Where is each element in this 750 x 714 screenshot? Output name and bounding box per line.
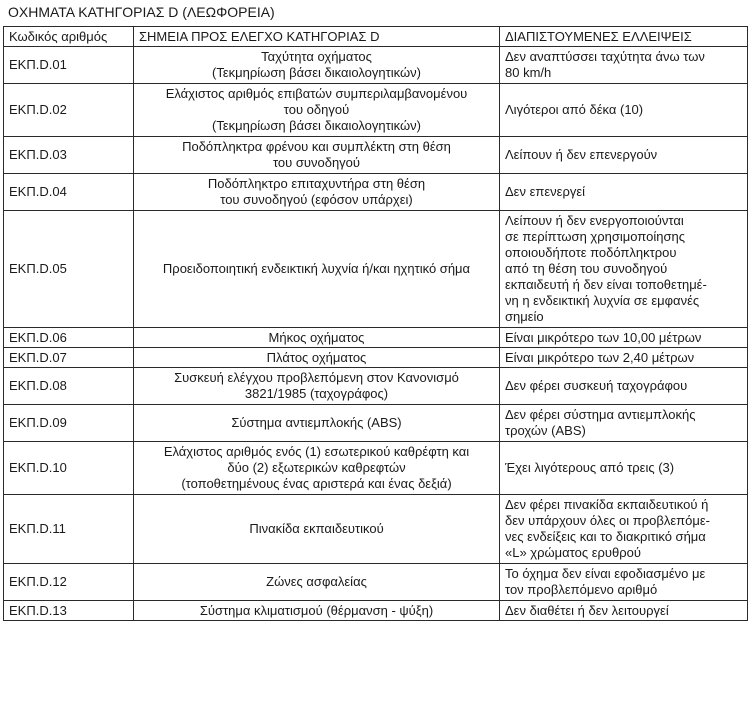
row-code: ΕΚΠ.D.12 xyxy=(4,564,134,601)
table-row xyxy=(4,174,748,211)
table-row xyxy=(4,601,748,621)
header-check-point: ΣΗΜΕΙΑ ΠΡΟΣ ΕΛΕΓΧΟ ΚΑΤΗΓΟΡΙΑΣ D xyxy=(134,27,500,47)
row-defect: Είναι μικρότερο των 10,00 μέτρων xyxy=(500,328,748,348)
row-check-point: Σύστημα αντιεμπλοκής (ABS) xyxy=(134,405,500,442)
row-check-point: Ταχύτητα οχήματος (Τεκμηρίωση βάσει δικαιολογητικών) xyxy=(134,47,500,84)
table-row xyxy=(4,442,748,495)
table-row xyxy=(4,495,748,564)
row-check-point: Ποδόπληκτρα φρένου και συμπλέκτη στη θέση του συνοδηγού xyxy=(134,137,500,174)
row-code: ΕΚΠ.D.02 xyxy=(4,84,134,137)
row-code: ΕΚΠ.D.08 xyxy=(4,368,134,405)
table-row xyxy=(4,211,748,328)
header-code: Κωδικός αριθμός xyxy=(4,27,134,47)
row-check-point: Ελάχιστος αριθμός ενός (1) εσωτερικού καθρέφτη και δύο (2) εξωτερικών καθρεφτών (τοποθετημένους ένας αριστερά και ένας δεξιά) xyxy=(134,442,500,495)
inspection-table xyxy=(3,26,748,621)
row-code: ΕΚΠ.D.09 xyxy=(4,405,134,442)
header-defects: ΔΙΑΠΙΣΤΟΥΜΕΝΕΣ ΕΛΛΕΙΨΕΙΣ xyxy=(500,27,748,47)
table-header-row xyxy=(4,27,748,47)
row-check-point: Προειδοποιητική ενδεικτική λυχνία ή/και ηχητικό σήμα xyxy=(134,211,500,328)
row-code: ΕΚΠ.D.06 xyxy=(4,328,134,348)
row-code: ΕΚΠ.D.10 xyxy=(4,442,134,495)
row-check-point: Συσκευή ελέγχου προβλεπόμενη στον Κανονισμό 3821/1985 (ταχογράφος) xyxy=(134,368,500,405)
row-defect: Δεν αναπτύσσει ταχύτητα άνω των 80 km/h xyxy=(500,47,748,84)
row-check-point: Ελάχιστος αριθμός επιβατών συμπεριλαμβανομένου του οδηγού (Τεκμηρίωση βάσει δικαιολογητικών) xyxy=(134,84,500,137)
table-row xyxy=(4,84,748,137)
row-check-point: Πινακίδα εκπαιδευτικού xyxy=(134,495,500,564)
row-defect: Το όχημα δεν είναι εφοδιασμένο με τον προβλεπόμενο αριθμό xyxy=(500,564,748,601)
row-check-point: Μήκος οχήματος xyxy=(134,328,500,348)
row-code: ΕΚΠ.D.11 xyxy=(4,495,134,564)
row-code: ΕΚΠ.D.07 xyxy=(4,348,134,368)
row-defect: Λείπουν ή δεν επενεργούν xyxy=(500,137,748,174)
row-check-point: Σύστημα κλιματισμού (θέρμανση - ψύξη) xyxy=(134,601,500,621)
row-code: ΕΚΠ.D.13 xyxy=(4,601,134,621)
row-check-point: Ζώνες ασφαλείας xyxy=(134,564,500,601)
table-row xyxy=(4,47,748,84)
row-defect: Δεν φέρει πινακίδα εκπαιδευτικού ή δεν υπάρχουν όλες οι προβλεπόμε- νες ενδείξεις και το διακριτικό σήμα «L» χρώματος ερυθρού xyxy=(500,495,748,564)
row-code: ΕΚΠ.D.03 xyxy=(4,137,134,174)
row-check-point: Πλάτος οχήματος xyxy=(134,348,500,368)
row-defect: Δεν φέρει συσκευή ταχογράφου xyxy=(500,368,748,405)
row-defect: Λείπουν ή δεν ενεργοποιούνται σε περίπτωση χρησιμοποίησης οποιουδήποτε ποδόπληκτρου από τη θέση του συνοδηγού εκπαιδευτή ή δεν είναι τοποθετημέ- νη η ενδεικτική λυχνία σε εμφανές σημείο xyxy=(500,211,748,328)
row-defect: Είναι μικρότερο των 2,40 μέτρων xyxy=(500,348,748,368)
table-row xyxy=(4,564,748,601)
table-row xyxy=(4,137,748,174)
row-defect: Λιγότεροι από δέκα (10) xyxy=(500,84,748,137)
table-row xyxy=(4,405,748,442)
row-defect: Έχει λιγότερους από τρεις (3) xyxy=(500,442,748,495)
table-row xyxy=(4,348,748,368)
row-code: ΕΚΠ.D.05 xyxy=(4,211,134,328)
row-code: ΕΚΠ.D.04 xyxy=(4,174,134,211)
row-defect: Δεν επενεργεί xyxy=(500,174,748,211)
row-check-point: Ποδόπληκτρο επιταχυντήρα στη θέση του συνοδηγού (εφόσον υπάρχει) xyxy=(134,174,500,211)
row-defect: Δεν διαθέτει ή δεν λειτουργεί xyxy=(500,601,748,621)
row-code: ΕΚΠ.D.01 xyxy=(4,47,134,84)
page-title: ΟΧΗΜΑΤΑ ΚΑΤΗΓΟΡΙΑΣ D (ΛΕΩΦΟΡΕΙΑ) xyxy=(8,4,275,20)
row-defect: Δεν φέρει σύστημα αντιεμπλοκής τροχών (ABS) xyxy=(500,405,748,442)
table-row xyxy=(4,328,748,348)
table-row xyxy=(4,368,748,405)
